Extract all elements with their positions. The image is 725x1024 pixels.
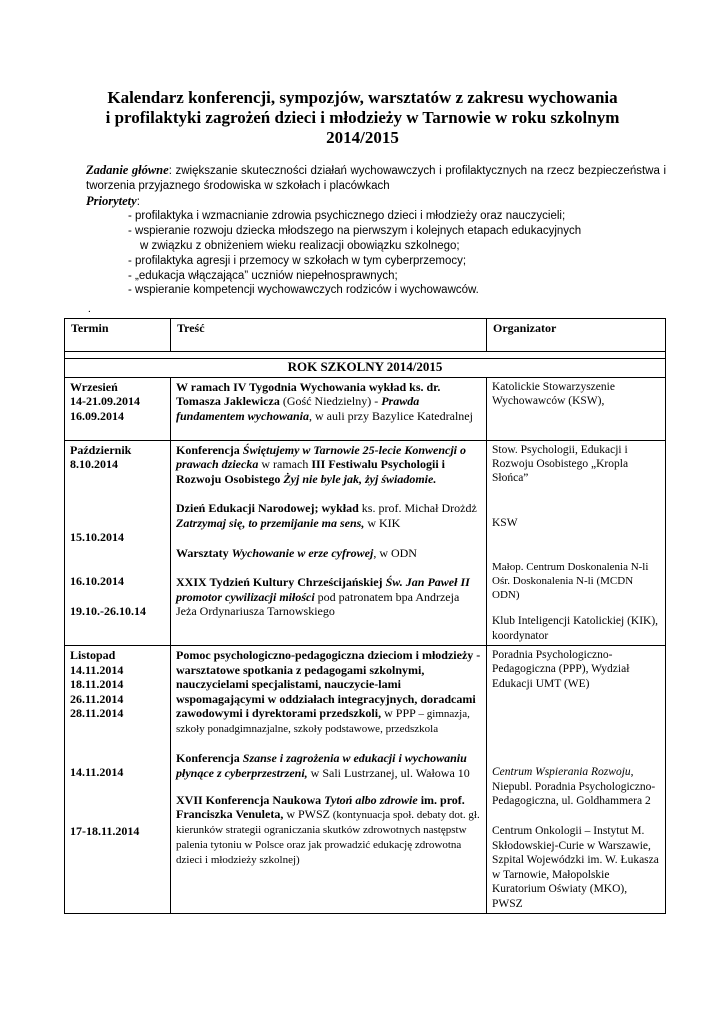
priorities-label: Priorytety — [86, 193, 137, 208]
organizer-entry: Stow. Psychologii, Edukacji i Rozwoju Osobistego „Kropla Słońca” — [492, 443, 629, 485]
priority-item: - „edukacja włączająca” uczniów niepełnosprawnych; — [128, 269, 398, 282]
organizer-cell — [487, 646, 666, 914]
event-topic: Zatrzymaj się, to przemijanie ma sens, — [176, 515, 365, 530]
term-line: Wrzesień — [70, 379, 118, 394]
organizer-cell — [487, 440, 666, 645]
event-location: , w ODN — [373, 545, 417, 560]
term-line: 14-21.09.2014 — [70, 394, 140, 409]
event-entry — [176, 546, 481, 561]
event-location: w KIK — [364, 515, 401, 530]
term-line: 17-18.11.2014 — [70, 823, 140, 838]
event-entry — [176, 501, 481, 530]
header-content: Treść — [171, 319, 487, 352]
term-line: 8.10.2014 — [70, 457, 118, 472]
event-location: w PPP — [381, 706, 416, 721]
event-note: (kontynuacja społ. debaty dot. gł. kierunków strategii ograniczania skutków zdrowotnych następstw palenia tytoniu w Polsce oraz jak prowadzić edukację zdrowotna dzieci i młodzieży szkolnej) — [176, 809, 480, 867]
document-title — [60, 88, 665, 148]
event-text: ks. prof. Michał Drożdż — [358, 501, 477, 516]
term-line: 26.11.2014 — [70, 691, 124, 706]
spacer-cell — [65, 352, 666, 359]
event-topic: Prawda fundamentem wychowania — [176, 394, 420, 423]
header-term: Termin — [65, 319, 171, 352]
intro-section — [86, 163, 666, 298]
event-title: III Festiwalu Psychologii i Rozwoju Osobistego — [176, 457, 446, 486]
event-title: Dzień Edukacji Narodowej; wykład — [176, 501, 359, 516]
organizer-text: , Niepubl. Poradnia Psychologiczno-Pedagogiczna, ul. Goldhammera 2 — [492, 766, 656, 808]
content-cell — [171, 440, 487, 645]
title-line: Kalendarz konferencji, sympozjów, warsztatów z zakresu wychowania — [107, 88, 618, 107]
organizer-entry — [492, 765, 660, 808]
main-task-label: Zadanie główne — [86, 163, 169, 177]
priorities-list — [86, 209, 666, 298]
event-title: XXIX Tydzień Kultury Chrześcijańskiej — [176, 575, 386, 590]
title-line: 2014/2015 — [326, 128, 399, 147]
header-organizer: Organizator — [487, 319, 666, 352]
priorities-colon: : — [136, 195, 140, 208]
content-cell — [171, 646, 487, 914]
term-line: 14.11.2014 — [70, 765, 124, 779]
section-title: ROK SZKOLNY 2014/2015 — [65, 359, 666, 378]
priority-item-continuation: w związku z obniżeniem wieku realizacji obowiązku szkolnego; — [140, 239, 460, 252]
term-cell — [65, 440, 171, 645]
event-title: Warsztaty — [176, 545, 232, 560]
event-topic: Żyj nie byle jak, żyj świadomie. — [283, 471, 437, 486]
event-topic: Wychowanie w erze cyfrowej — [231, 545, 374, 560]
spacer-row — [65, 352, 666, 359]
stray-dot: . — [88, 303, 91, 315]
event-title: XVII Konferencja Naukowa — [176, 792, 325, 807]
event-entry — [176, 751, 481, 780]
term-line: 18.11.2014 — [70, 677, 124, 692]
event-note: – gimnazja, szkoły ponadgimnazjalne, szkoły podstawowe, przedszkola — [176, 708, 470, 736]
priority-item: - wspieranie kompetencji wychowawczych rodziców i wychowawców. — [128, 284, 479, 297]
main-task — [86, 163, 666, 194]
event-location: w Sali Lustrzanej, ul. Wałowa 10 — [307, 766, 470, 780]
organizer-cell: Katolickie Stowarzyszenie Wychowawców (KSW), — [487, 377, 666, 440]
event-topic: Świętujemy w Tarnowie 25-lecie Konwencji o prawach dziecka — [176, 442, 466, 472]
term-line: Listopad — [70, 648, 116, 663]
term-line: 19.10.-26.10.14 — [70, 603, 146, 618]
event-topic: Szanse i zagrożenia w edukacji i wychowaniu płynące z cyberprzestrzeni, — [176, 751, 467, 780]
main-task-text: : zwiększanie skuteczności działań wychowawczych i profilaktycznych na rzecz bezpieczeństwa i tworzenia przyjaznego środowiska w szkołach i placówkach — [86, 165, 666, 192]
event-text: w ramach — [258, 457, 312, 472]
organizer-entry: Małop. Centrum Doskonalenia N-li Ośr. Doskonalenia N-li (MCDN ODN) — [492, 561, 649, 602]
organizer-entry: Centrum Onkologii – Instytut M. Skłodowskiej-Curie w Warszawie, Szpital Wojewódzki im. W. Łukasza w Tarnowie, Małopolskie Kuratorium Oświaty (MKO), PWSZ — [492, 825, 659, 910]
priority-item: - profilaktyka i wzmacnianie zdrowia psychicznego dzieci i młodzieży oraz nauczycieli; — [128, 210, 566, 223]
calendar-table — [64, 318, 665, 914]
event-title: Konferencja — [176, 751, 243, 766]
term-cell — [65, 646, 171, 914]
event-title: Konferencja — [176, 442, 243, 457]
event-text: pod patronatem bpa Andrzeja Jeża Ordynariusza Tarnowskiego — [176, 589, 460, 619]
organizer-entry: KSW — [492, 516, 518, 529]
event-topic: Św. Jan Paweł II promotor cywilizacji miłości — [176, 575, 470, 604]
event-text: (Gość Niedzielny) - — [279, 394, 382, 409]
priorities-heading — [86, 194, 666, 210]
content-cell — [171, 377, 487, 440]
section-row — [65, 359, 666, 378]
event-title: Pomoc psychologiczno-pedagogiczna dzieciom i młodzieży - warsztatowe spotkania z pedagogami szkolnymi, nauczycielami specjalistami, nauczycie-lami wspomagającymi w oddziałach integracyjnych, doradcami zawodowymi i dyrektorami przedszkoli, — [176, 648, 481, 721]
title-line: i profilaktyki zagrożeń dzieci i młodzieży w Tarnowie w roku szkolnym — [105, 108, 620, 127]
term-line: 15.10.2014 — [70, 529, 124, 544]
event-title: im. prof. Franciszka Venuleta, — [176, 792, 465, 822]
term-line: Październik — [70, 442, 132, 457]
event-location: w PWSZ — [283, 807, 331, 822]
event-topic: Tytoń albo zdrowie — [324, 792, 418, 807]
priority-item — [128, 239, 666, 254]
event-entry — [176, 443, 481, 487]
term-line: 14.11.2014 — [70, 662, 124, 677]
event-title: W ramach IV Tygodnia Wychowania wykład ks. dr. Tomasza Jaklewicza — [176, 379, 441, 409]
event-entry — [176, 648, 481, 736]
term-line: 16.09.2014 — [70, 408, 124, 423]
term-line: 28.11.2014 — [70, 706, 124, 721]
organizer-entry: Poradnia Psychologiczno-Pedagogiczna (PPP), Wydział Edukacji UMT (WE) — [492, 649, 630, 690]
term-cell — [65, 377, 171, 440]
event-entry — [176, 793, 481, 868]
table-row — [65, 646, 666, 914]
event-entry — [176, 575, 481, 619]
table-row — [65, 377, 666, 440]
table-row — [65, 440, 666, 645]
table-header-row — [65, 319, 666, 352]
organizer-name: Centrum Wspierania Rozwoju — [492, 766, 631, 779]
term-line: 16.10.2014 — [70, 574, 124, 589]
organizer-entry: Klub Inteligencji Katolickiej (KIK), koordynator — [492, 615, 659, 642]
priority-item: - wspieranie rozwoju dziecka młodszego na pierwszym i kolejnych etapach edukacyjnych — [128, 225, 582, 238]
priority-item: - profilaktyka agresji i przemocy w szkołach w tym cyberprzemocy; — [128, 254, 467, 267]
event-location: , w auli przy Bazylice Katedralnej — [309, 408, 473, 423]
